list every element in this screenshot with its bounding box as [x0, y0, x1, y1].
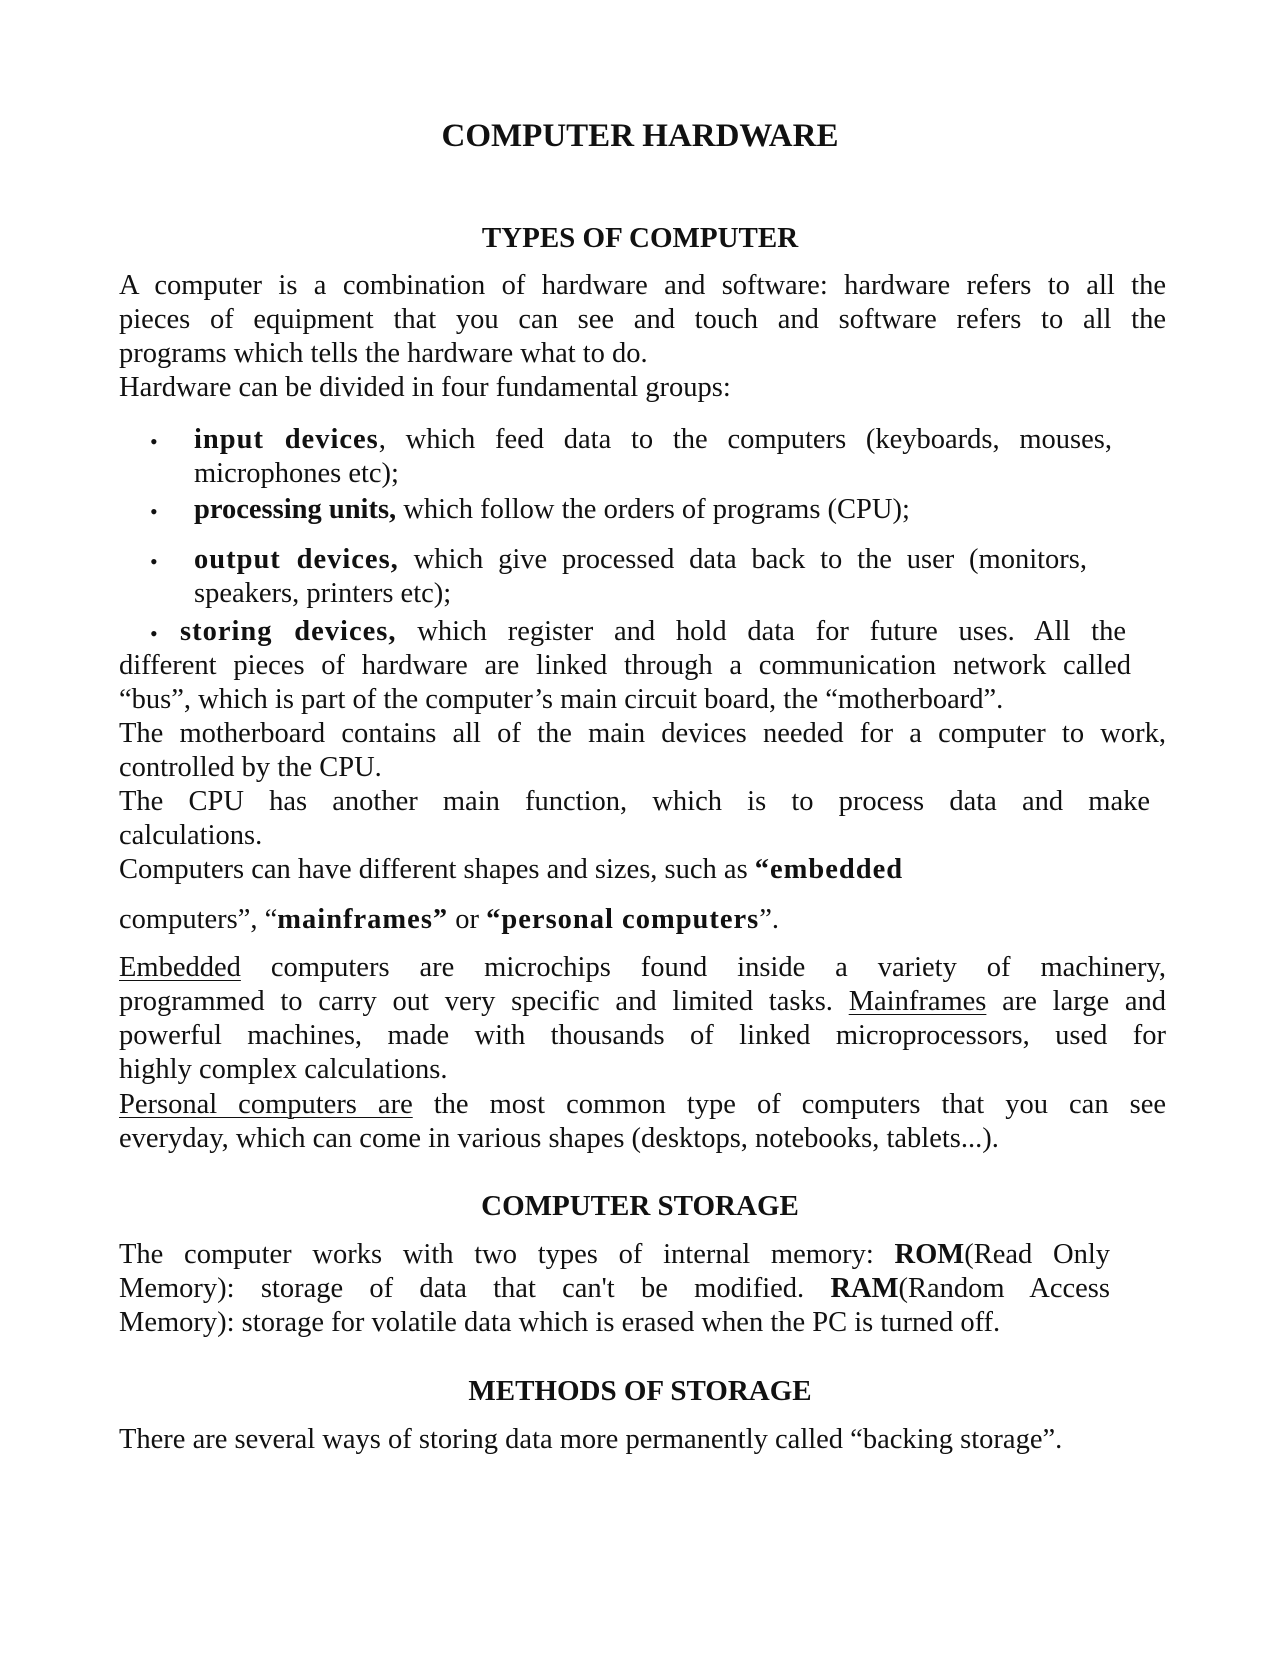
storage-line-3: Memory): storage for volatile data which is erased when the PC is turned off.	[119, 1307, 1001, 1338]
bullet-1-text: , which feed data to the computers (keyboards, mouses,	[378, 424, 1112, 455]
shapes-or: or	[448, 904, 487, 935]
storage-line-1	[119, 1237, 1110, 1273]
bullet-output-devices-line-2: speakers, printers etc);	[194, 578, 452, 609]
intro-line-3: programs which tells the hardware what to do.	[119, 338, 648, 369]
shapes-end: ”.	[759, 904, 780, 935]
embedded-text-3: are large and	[986, 986, 1166, 1017]
motherboard-line-2: controlled by the CPU.	[119, 752, 382, 783]
embedded-line-1	[119, 950, 1166, 986]
term-embedded: “embedded	[754, 854, 904, 885]
term-rom: ROM	[894, 1239, 965, 1270]
personal-text: the most common type of computers that you can see	[412, 1089, 1166, 1120]
term-ram: RAM	[830, 1273, 899, 1304]
shapes-text: Computers can have different shapes and sizes, such as	[119, 854, 755, 885]
bus-line-2: “bus”, which is part of the computer’s main circuit board, the “motherboard”.	[119, 684, 1004, 715]
underline-mainframes: Mainframes	[848, 986, 987, 1017]
term-output-devices: output devices,	[194, 544, 399, 575]
term-storing-devices: storing devices,	[180, 616, 397, 647]
bullet-dot-4: •	[150, 621, 158, 646]
bullet-output-devices-line-1	[194, 542, 1087, 578]
bus-line-1: different pieces of hardware are linked through a communication network called	[119, 650, 1131, 681]
underline-embedded: Embedded	[119, 952, 241, 983]
storage-text-2: Memory): storage of data that can't be modified.	[119, 1273, 831, 1304]
personal-line-1	[119, 1087, 1166, 1123]
bullet-storing-devices	[180, 614, 1126, 650]
bullet-2-text: which follow the orders of programs (CPU);	[396, 494, 910, 525]
embedded-line-4: highly complex calculations.	[119, 1054, 448, 1085]
motherboard-line-1: The motherboard contains all of the main devices needed for a computer to work,	[119, 718, 1166, 749]
heading-computer-storage: COMPUTER STORAGE	[481, 1190, 799, 1222]
shapes-line-1	[119, 852, 1166, 888]
bullet-input-devices-line-2: microphones etc);	[194, 458, 399, 489]
bullet-dot-2: •	[150, 499, 158, 524]
underline-personal-computers: Personal computers are	[119, 1089, 413, 1120]
embedded-text-2: programmed to carry out very specific and limited tasks.	[119, 986, 849, 1017]
heading-types-of-computer: TYPES OF COMPUTER	[481, 222, 799, 254]
term-personal-computers: “personal computers	[486, 904, 760, 935]
term-input-devices: input devices	[194, 424, 379, 455]
intro-line-1: A computer is a combination of hardware and software: hardware refers to all the	[119, 270, 1166, 301]
bullet-dot-3: •	[150, 549, 158, 574]
intro-line-2: pieces of equipment that you can see and touch and software refers to all the	[119, 304, 1166, 335]
personal-line-2: everyday, which can come in various shapes (desktops, notebooks, tablets...).	[119, 1123, 999, 1154]
term-mainframes: mainframes”	[277, 904, 449, 935]
methods-line-1: There are several ways of storing data more permanently called “backing storage”.	[119, 1424, 1063, 1455]
groups-line: Hardware can be divided in four fundamental groups:	[119, 372, 731, 403]
storage-text-1: The computer works with two types of internal memory:	[119, 1239, 895, 1270]
storage-line-2	[119, 1271, 1110, 1307]
cpu-line-2: calculations.	[119, 820, 263, 851]
term-processing-units: processing units,	[194, 494, 397, 525]
shapes-line-2	[119, 902, 1166, 938]
page-title: COMPUTER HARDWARE	[441, 118, 839, 154]
bullet-4-text: which register and hold data for future uses. All the	[396, 616, 1126, 647]
embedded-text: computers are microchips found inside a variety of machinery,	[240, 952, 1166, 983]
cpu-line-1: The CPU has another main function, which is to process data and make	[119, 786, 1150, 817]
bullet-dot-1: •	[150, 429, 158, 454]
bullet-input-devices-line-1	[194, 422, 1112, 458]
bullet-3-text: which give processed data back to the user (monitors,	[398, 544, 1087, 575]
embedded-line-2	[119, 984, 1166, 1020]
heading-methods-of-storage: METHODS OF STORAGE	[468, 1375, 812, 1407]
bullet-processing-units	[194, 492, 1112, 528]
embedded-line-3: powerful machines, made with thousands of linked microprocessors, used for	[119, 1020, 1166, 1051]
shapes-text-2: computers”, “	[119, 904, 278, 935]
storage-text-2b: (Random Access	[898, 1273, 1110, 1304]
storage-text-1b: (Read Only	[964, 1239, 1110, 1270]
